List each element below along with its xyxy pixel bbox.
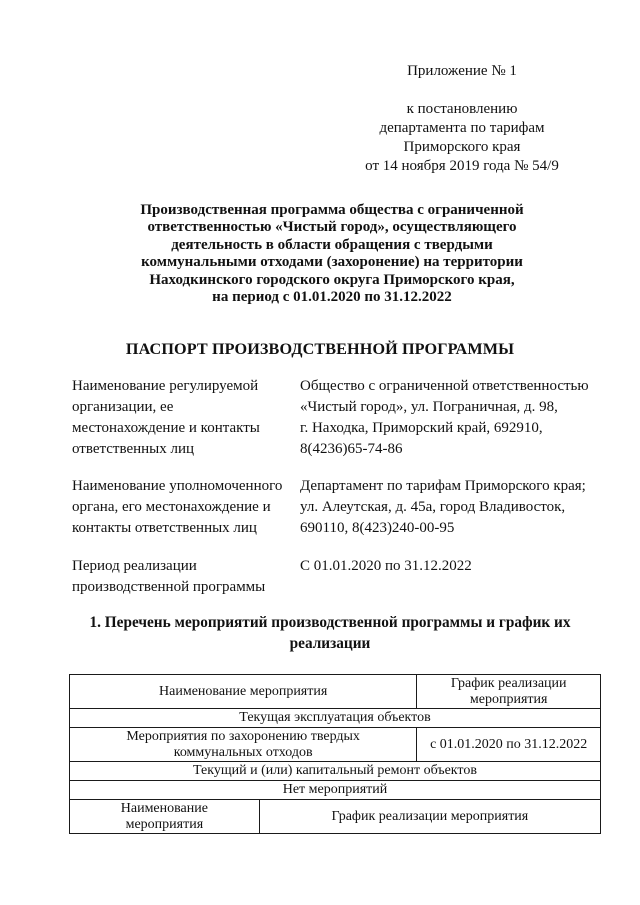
value-line: г. Находка, Приморский край, 692910, [300,420,543,436]
appendix-number: Приложение № 1 [407,63,517,79]
passport-label [72,556,292,598]
program-title-line: Производственная программа общества с ограниченной [140,202,524,218]
cell-line: мероприятия [469,691,548,707]
value-line: ул. Алеутская, д. 45а, город Владивосток, [300,499,566,515]
label-line: контакты ответственных лиц [72,520,257,536]
appendix-block [340,62,584,176]
appendix-line: департамента по тарифам [379,120,545,136]
section-title-line: 1. Перечень мероприятий производственной программы и график их [89,614,571,631]
label-line: организации, ее [72,399,174,415]
label-line: местонахождение и контакты [72,420,260,436]
program-title-line: коммунальными отходами (захоронение) на территории [141,254,523,271]
label-line: органа, его местонахождение и [72,499,271,515]
label-line: ответственных лиц [72,441,195,457]
value-line: 8(4236)65-74-86 [300,441,403,457]
program-title-line: на период с 01.01.2020 по 31.12.2022 [212,289,452,306]
label-line: Наименование уполномоченного [72,478,283,494]
value-line: 690110, 8(423)240-00-95 [300,520,455,536]
cell-line: Наименование [120,800,208,816]
appendix-line: к постановлению [406,101,518,117]
table-group-row [70,762,601,781]
appendix-line: Приморского края [403,139,521,155]
label-line: Наименование регулируемой [72,378,259,394]
value-line: С 01.01.2020 по 31.12.2022 [300,558,472,574]
section-title [80,612,580,654]
passport-label [72,376,292,460]
program-title [100,202,564,306]
table-group-row [70,709,601,728]
group-cell-operation: Текущая эксплуатация объектов [70,709,601,728]
subheader-schedule-cell: График реализации мероприятия [259,800,600,834]
no-events-cell: Нет мероприятий [70,781,601,800]
passport-value [300,556,600,577]
value-line: Департамент по тарифам Приморского края; [300,478,586,494]
appendix-line: от 14 ноября 2019 года № 54/9 [365,158,559,174]
event-name-cell [70,728,417,762]
program-title-line: деятельность в области обращения с твердыми [171,236,493,253]
cell-line: Мероприятия по захоронению твердых [126,728,360,744]
passport-value [300,476,600,539]
passport-title: ПАСПОРТ ПРОИЗВОДСТВЕННОЙ ПРОГРАММЫ [125,340,515,358]
cell-line: коммунальных отходов [173,744,313,760]
group-cell-repair: Текущий и (или) капитальный ремонт объектов [70,762,601,781]
header-schedule-cell [417,675,601,709]
value-line: Общество с ограниченной ответственностью [300,378,589,394]
section-title-line: реализации [289,635,371,652]
table-subheader-row [70,800,601,834]
subheader-name-cell [70,800,260,834]
cell-line: График реализации [450,675,567,691]
cell-line: мероприятия [125,816,204,832]
passport-label [72,476,292,539]
table-row [70,781,601,800]
table-row [70,728,601,762]
value-line: «Чистый город», ул. Пограничная, д. 98, [300,399,558,415]
header-name-cell: Наименование мероприятия [70,675,417,709]
passport-value [300,376,600,460]
table-header-row [70,675,601,709]
label-line: производственной программы [72,579,266,595]
event-schedule-cell: с 01.01.2020 по 31.12.2022 [417,728,601,762]
events-table [69,674,601,834]
label-line: Период реализации [72,558,197,574]
program-title-line: Находкинского городского округа Приморского края, [149,271,515,288]
program-title-line: ответственностью «Чистый город», осуществляющего [147,219,517,236]
